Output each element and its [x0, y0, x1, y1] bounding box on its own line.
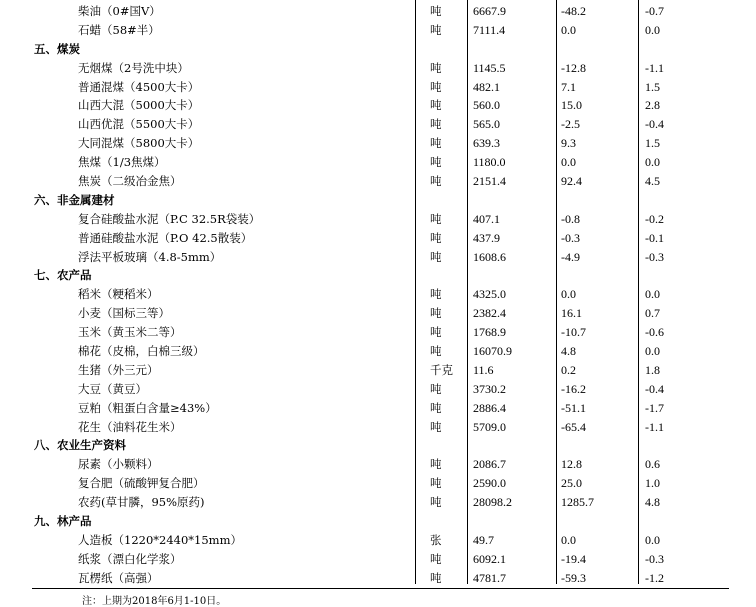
unit-cell: 吨 [430, 136, 442, 151]
change-cell: -65.4 [561, 419, 586, 434]
price-cell: 5709.0 [473, 419, 506, 434]
section-row [32, 40, 729, 59]
table-bottom-rule [32, 588, 729, 589]
item-name: 焦煤（1/3焦煤） [78, 155, 166, 170]
percent-cell: -0.1 [645, 230, 664, 245]
percent-cell: 2.8 [645, 98, 660, 113]
section-title: 八、农业生产资料 [34, 438, 126, 453]
item-name: 生猪（外三元） [78, 362, 159, 377]
item-name: 复合肥（硫酸钾复合肥） [78, 476, 205, 491]
unit-cell: 吨 [430, 344, 442, 359]
unit-cell: 吨 [430, 249, 442, 264]
price-cell: 49.7 [473, 532, 494, 547]
price-cell: 1608.6 [473, 249, 506, 264]
unit-cell: 吨 [430, 60, 442, 75]
change-cell: -0.3 [561, 230, 580, 245]
table-row [32, 342, 729, 361]
item-name: 普通混煤（4500大卡） [78, 79, 200, 94]
unit-cell: 吨 [430, 22, 442, 37]
price-cell: 4781.7 [473, 570, 506, 585]
table-row [32, 455, 729, 474]
percent-cell: -0.4 [645, 117, 664, 132]
item-name: 无烟煤（2号洗中块） [78, 60, 189, 75]
table-row [32, 418, 729, 437]
table-row [32, 134, 729, 153]
table-row [32, 493, 729, 512]
item-name: 玉米（黄玉米二等） [78, 325, 182, 340]
percent-cell: 1.8 [645, 362, 660, 377]
price-cell: 2086.7 [473, 457, 506, 472]
unit-cell: 吨 [430, 230, 442, 245]
change-cell: 12.8 [561, 457, 582, 472]
section-title: 七、农产品 [34, 268, 92, 283]
item-name: 农药(草甘膦，95%原药) [78, 495, 205, 510]
table-row [32, 304, 729, 323]
price-cell: 2151.4 [473, 174, 506, 189]
unit-cell: 吨 [430, 117, 442, 132]
item-name: 石蜡（58#半） [78, 22, 160, 37]
percent-cell: -0.6 [645, 325, 664, 340]
percent-cell: 0.0 [645, 344, 660, 359]
item-name: 豆粕（粗蛋白含量≥43%） [78, 400, 217, 415]
percent-cell: 1.5 [645, 136, 660, 151]
item-name: 复合硅酸盐水泥（P.C 32.5R袋装） [78, 211, 261, 226]
unit-cell: 吨 [430, 4, 442, 18]
change-cell: -4.9 [561, 249, 580, 264]
change-cell: -48.2 [561, 4, 586, 18]
item-name: 焦炭（二级冶金焦） [78, 174, 182, 189]
change-cell: 0.0 [561, 155, 576, 170]
percent-cell: 4.5 [645, 174, 660, 189]
table-row [32, 78, 729, 97]
section-row [32, 512, 729, 531]
price-cell: 565.0 [473, 117, 500, 132]
table-row [32, 115, 729, 134]
item-name: 棉花（皮棉，白棉三级） [78, 344, 205, 359]
column-divider-unit [415, 0, 416, 584]
table-row [32, 531, 729, 550]
percent-cell: -1.7 [645, 400, 664, 415]
percent-cell: -0.3 [645, 249, 664, 264]
section-row [32, 191, 729, 210]
price-cell: 7111.4 [473, 22, 506, 37]
percent-cell: 0.0 [645, 22, 660, 37]
percent-cell: -0.7 [645, 4, 664, 18]
price-cell: 3730.2 [473, 381, 506, 396]
percent-cell: 4.8 [645, 495, 660, 510]
change-cell: 0.0 [561, 287, 576, 302]
price-table [32, 2, 729, 588]
change-cell: 25.0 [561, 476, 582, 491]
price-cell: 6667.9 [473, 4, 506, 18]
percent-cell: -1.1 [645, 419, 664, 434]
price-cell: 560.0 [473, 98, 500, 113]
unit-cell: 吨 [430, 155, 442, 170]
change-cell: 9.3 [561, 136, 576, 151]
unit-cell: 吨 [430, 325, 442, 340]
column-divider-pct [638, 0, 639, 584]
item-name: 浮法平板玻璃（4.8-5mm） [78, 249, 222, 264]
price-cell: 437.9 [473, 230, 500, 245]
unit-cell: 吨 [430, 476, 442, 491]
item-name: 纸浆（漂白化学浆） [78, 551, 182, 566]
unit-cell: 吨 [430, 551, 442, 566]
change-cell: -16.2 [561, 381, 586, 396]
price-cell: 639.3 [473, 136, 500, 151]
change-cell: 1285.7 [561, 495, 594, 510]
unit-cell: 吨 [430, 400, 442, 415]
section-row [32, 266, 729, 285]
change-cell: -12.8 [561, 60, 586, 75]
unit-cell: 吨 [430, 381, 442, 396]
percent-cell: 0.6 [645, 457, 660, 472]
price-cell: 2886.4 [473, 400, 506, 415]
percent-cell: -1.1 [645, 60, 664, 75]
unit-cell: 吨 [430, 570, 442, 585]
column-divider-change [556, 0, 557, 584]
table-row [32, 248, 729, 267]
section-title: 五、煤炭 [34, 41, 80, 56]
table-row [32, 474, 729, 493]
percent-cell: 1.5 [645, 79, 660, 94]
change-cell: 7.1 [561, 79, 576, 94]
price-cell: 1180.0 [473, 155, 506, 170]
change-cell: 0.0 [561, 22, 576, 37]
percent-cell: 0.0 [645, 287, 660, 302]
item-name: 山西大混（5000大卡） [78, 98, 200, 113]
price-cell: 2382.4 [473, 306, 506, 321]
footnote: 注：上期为2018年6月1-10日。 [82, 596, 227, 607]
table-row [32, 285, 729, 304]
column-divider-price [467, 0, 468, 584]
item-name: 尿素（小颗料） [78, 457, 159, 472]
item-name: 小麦（国标三等） [78, 306, 170, 321]
price-cell: 4325.0 [473, 287, 506, 302]
price-cell: 407.1 [473, 211, 500, 226]
unit-cell: 吨 [430, 419, 442, 434]
item-name: 大豆（黄豆） [78, 381, 147, 396]
percent-cell: 0.0 [645, 532, 660, 547]
change-cell: 16.1 [561, 306, 582, 321]
percent-cell: 0.0 [645, 155, 660, 170]
item-name: 花生（油料花生米） [78, 419, 182, 434]
percent-cell: 1.0 [645, 476, 660, 491]
change-cell: -10.7 [561, 325, 586, 340]
change-cell: 92.4 [561, 174, 582, 189]
table-row [32, 172, 729, 191]
unit-cell: 吨 [430, 174, 442, 189]
percent-cell: 0.7 [645, 306, 660, 321]
unit-cell: 吨 [430, 98, 442, 113]
table-row [32, 229, 729, 248]
item-name: 瓦楞纸（高强） [78, 570, 159, 585]
percent-cell: -0.2 [645, 211, 664, 226]
table-row [32, 550, 729, 569]
change-cell: -19.4 [561, 551, 586, 566]
item-name: 柴油（0#国Ⅴ） [78, 4, 161, 18]
price-cell: 11.6 [473, 362, 494, 377]
change-cell: -0.8 [561, 211, 580, 226]
item-name: 普通硅酸盐水泥（P.O 42.5散装） [78, 230, 253, 245]
percent-cell: -0.3 [645, 551, 664, 566]
unit-cell: 吨 [430, 457, 442, 472]
unit-cell: 张 [430, 532, 442, 547]
unit-cell: 吨 [430, 211, 442, 226]
unit-cell: 吨 [430, 495, 442, 510]
table-row [32, 59, 729, 78]
table-row [32, 399, 729, 418]
price-cell: 2590.0 [473, 476, 506, 491]
percent-cell: -0.4 [645, 381, 664, 396]
item-name: 人造板（1220*2440*15mm） [78, 532, 242, 547]
price-cell: 28098.2 [473, 495, 512, 510]
table-row [32, 21, 729, 40]
change-cell: 0.2 [561, 362, 576, 377]
item-name: 山西优混（5500大卡） [78, 117, 200, 132]
change-cell: 0.0 [561, 532, 576, 547]
table-row [32, 153, 729, 172]
table-row [32, 323, 729, 342]
change-cell: 15.0 [561, 98, 582, 113]
section-title: 九、林产品 [34, 514, 92, 529]
unit-cell: 千克 [430, 362, 453, 377]
section-title: 六、非金属建材 [34, 192, 115, 207]
unit-cell: 吨 [430, 79, 442, 94]
item-name: 稻米（粳稻米） [78, 287, 159, 302]
change-cell: -59.3 [561, 570, 586, 585]
price-cell: 16070.9 [473, 344, 512, 359]
table-row [32, 210, 729, 229]
price-cell: 1145.5 [473, 60, 506, 75]
table-row [32, 569, 729, 588]
table-row [32, 380, 729, 399]
item-name: 大同混煤（5800大卡） [78, 136, 200, 151]
table-row [32, 96, 729, 115]
table-row [32, 361, 729, 380]
price-cell: 6092.1 [473, 551, 506, 566]
unit-cell: 吨 [430, 287, 442, 302]
price-cell: 482.1 [473, 79, 500, 94]
change-cell: -51.1 [561, 400, 586, 415]
price-cell: 1768.9 [473, 325, 506, 340]
change-cell: -2.5 [561, 117, 580, 132]
percent-cell: -1.2 [645, 570, 664, 585]
table-row [32, 2, 729, 21]
unit-cell: 吨 [430, 306, 442, 321]
section-row [32, 436, 729, 455]
change-cell: 4.8 [561, 344, 576, 359]
